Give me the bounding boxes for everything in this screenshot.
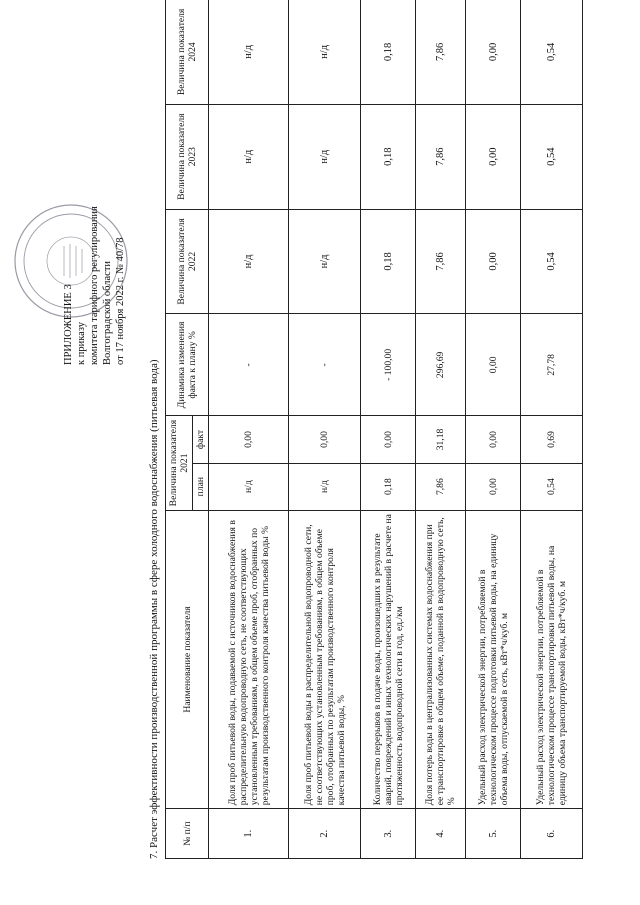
dynamics: - bbox=[209, 314, 289, 416]
dynamics: 296,69 bbox=[416, 314, 466, 416]
col-header-dynamics: Динамика изменения факта к плану % bbox=[166, 314, 209, 416]
dynamics: - 100,00 bbox=[361, 314, 416, 416]
region-name: Волгоградской области bbox=[102, 260, 113, 365]
fact-2021: 0,00 bbox=[466, 416, 521, 463]
col-header-2021: Величина показателя 2021 bbox=[166, 416, 193, 510]
committee-name: комитета тарифного регулирования bbox=[89, 206, 100, 365]
row-number: 4. bbox=[416, 809, 466, 859]
value-2022: н/д bbox=[209, 209, 289, 314]
row-number: 1. bbox=[209, 809, 289, 859]
value-2023: 0,54 bbox=[521, 104, 583, 209]
table-row bbox=[416, 0, 466, 859]
value-2023: н/д bbox=[289, 104, 361, 209]
value-2024: 0,54 bbox=[521, 0, 583, 104]
value-2024: н/д bbox=[289, 0, 361, 104]
col-header-2022: Величина показателя 2022 bbox=[166, 209, 209, 314]
fact-2021: 0,00 bbox=[209, 416, 289, 463]
plan-2021: 0,54 bbox=[521, 463, 583, 510]
value-2022: 7,86 bbox=[416, 209, 466, 314]
dynamics: 0,00 bbox=[466, 314, 521, 416]
col-header-name: Наименование показателя bbox=[166, 510, 209, 809]
value-2024: 0,00 bbox=[466, 0, 521, 104]
value-2022: н/д bbox=[289, 209, 361, 314]
table-row bbox=[289, 0, 361, 859]
fact-2021: 31,18 bbox=[416, 416, 466, 463]
row-number: 2. bbox=[289, 809, 361, 859]
row-name: Доля проб питьевой воды в распределительной водопроводной сети, не соответствующих установленным требованиям, в общем объеме проб, отобранных по результатам производственного контроля качества питьевой воды, % bbox=[289, 510, 361, 809]
plan-2021: 0,18 bbox=[361, 463, 416, 510]
row-number: 3. bbox=[361, 809, 416, 859]
fact-2021: 0,69 bbox=[521, 416, 583, 463]
header-row bbox=[166, 0, 193, 859]
document-header bbox=[62, 206, 127, 365]
plan-2021: 0,00 bbox=[466, 463, 521, 510]
table-row bbox=[361, 0, 416, 859]
value-2022: 0,54 bbox=[521, 209, 583, 314]
row-name: Доля проб питьевой воды, подаваемой с источников водоснабжения в распределительную водопроводную сеть, не соответствующих установленным требованиям, в общем объеме проб, отобранных по результатам производственного контроля качества питьевой воды % bbox=[209, 510, 289, 809]
row-number: 6. bbox=[521, 809, 583, 859]
table-row bbox=[209, 0, 289, 859]
table-row bbox=[466, 0, 521, 859]
value-2023: 0,00 bbox=[466, 104, 521, 209]
efficiency-table bbox=[165, 0, 583, 859]
value-2024: 0,18 bbox=[361, 0, 416, 104]
value-2024: н/д bbox=[209, 0, 289, 104]
value-2023: 0,18 bbox=[361, 104, 416, 209]
col-header-plan: план bbox=[193, 463, 209, 510]
plan-2021: 7,86 bbox=[416, 463, 466, 510]
plan-2021: н/д bbox=[289, 463, 361, 510]
dynamics: - bbox=[289, 314, 361, 416]
order-date: от 17 ноября 2022 г. № 40/78 bbox=[115, 237, 126, 365]
col-header-fact: факт bbox=[193, 416, 209, 463]
value-2023: н/д bbox=[209, 104, 289, 209]
fact-2021: 0,00 bbox=[289, 416, 361, 463]
row-name: Удельный расход электрической энергии, потребляемой в технологическом процессе транспортировки питьевой воды, на единицу объема транспортируемой воды, кВт*ч/куб. м bbox=[521, 510, 583, 809]
value-2024: 7,86 bbox=[416, 0, 466, 104]
col-header-num: № п/п bbox=[166, 809, 209, 859]
order-ref: к приказу bbox=[76, 322, 87, 365]
row-number: 5. bbox=[466, 809, 521, 859]
section-title: 7. Расчет эффективности производственной программы в сфере холодного водоснабжения (питьевая вода) bbox=[148, 359, 160, 859]
value-2022: 0,18 bbox=[361, 209, 416, 314]
row-name: Удельный расход электрической энергии, потребляемой в технологическом процессе подготовки питьевой воды, на единицу объема воды, отпускаемой в сеть, кВт*ч/куб. м bbox=[466, 510, 521, 809]
dynamics: 27,78 bbox=[521, 314, 583, 416]
row-name: Количество перерывов в подаче воды, произошедших в результате аварий, повреждений и иных технологических нарушений в расчете на протяженность водопроводной сети в год, ед./км bbox=[361, 510, 416, 809]
table-row bbox=[521, 0, 583, 859]
value-2023: 7,86 bbox=[416, 104, 466, 209]
appendix-label: ПРИЛОЖЕНИЕ 3 bbox=[63, 284, 74, 365]
plan-2021: н/д bbox=[209, 463, 289, 510]
row-name: Доля потерь воды в централизованных системах водоснабжения при ее транспортировке в общем объеме, поданной в водопроводную сеть, % bbox=[416, 510, 466, 809]
col-header-2023: Величина показателя 2023 bbox=[166, 104, 209, 209]
value-2022: 0,00 bbox=[466, 209, 521, 314]
fact-2021: 0,00 bbox=[361, 416, 416, 463]
col-header-2024: Величина показателя 2024 bbox=[166, 0, 209, 104]
